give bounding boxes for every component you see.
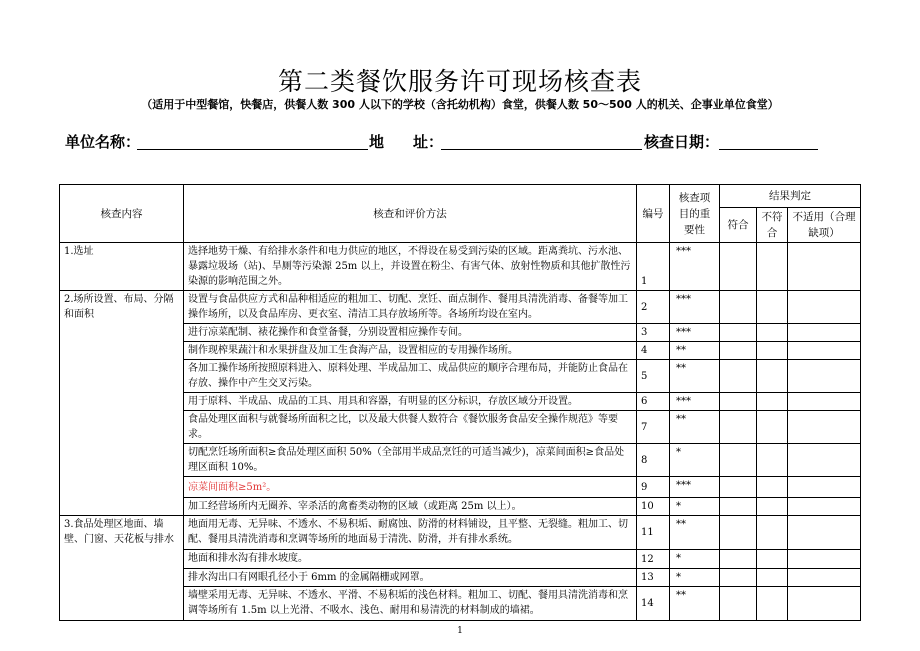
importance-cell: ** [670,342,720,360]
na-cell[interactable] [788,243,861,291]
conform-cell[interactable] [720,444,757,477]
na-cell[interactable] [788,550,861,569]
method-cell: 加工经营场所内无圈养、宰杀活的禽畜类动物的区域（或距离 25m 以上）。 [184,498,637,516]
number-cell: 9 [637,477,670,498]
check-date-field[interactable] [719,149,818,150]
number-cell: 14 [637,587,670,621]
number-cell: 7 [637,411,670,444]
conform-cell[interactable] [720,393,757,411]
nonconform-cell[interactable] [757,477,788,498]
nonconform-cell[interactable] [757,291,788,324]
header-result: 结果判定 [720,185,861,208]
number-cell: 5 [637,360,670,393]
nonconform-cell[interactable] [757,411,788,444]
na-cell[interactable] [788,324,861,342]
conform-cell[interactable] [720,291,757,324]
number-cell: 10 [637,498,670,516]
na-cell[interactable] [788,569,861,587]
method-cell: 选择地势干燥、有给排水条件和电力供应的地区，不得设在易受到污染的区域。距离粪坑、污水池、暴露垃圾场（站)、旱厕等污染源 25m 以上，并设置在粉尘、有害气体、放射性物质和其他扩散性污染源的影响范围之外。 [184,243,637,291]
importance-cell: *** [670,324,720,342]
na-cell[interactable] [788,291,861,324]
importance-cell: *** [670,243,720,291]
conform-cell[interactable] [720,516,757,550]
method-cell: 凉菜间面积≥5m²。 [184,477,637,498]
number-cell: 4 [637,342,670,360]
nonconform-cell[interactable] [757,444,788,477]
content-cell: 2.场所设置、布局、分隔和面积 [60,291,184,516]
nonconform-cell[interactable] [757,342,788,360]
nonconform-cell[interactable] [757,498,788,516]
document-subtitle: （适用于中型餐馆，快餐店，供餐人数 300 人以下的学校（含托幼机构）食堂，供餐人数 50～500 人的机关、企事业单位食堂） [141,98,779,111]
importance-cell: *** [670,477,720,498]
na-cell[interactable] [788,444,861,477]
number-cell: 13 [637,569,670,587]
na-cell[interactable] [788,393,861,411]
method-cell: 地面和排水沟有排水坡度。 [184,550,637,569]
table-row [60,243,861,291]
table-row [60,516,861,550]
header-not-applicable: 不适用（合理缺项） [788,208,861,243]
number-cell: 12 [637,550,670,569]
number-cell: 3 [637,324,670,342]
method-cell: 各加工操作场所按照原料进入、原料处理、半成品加工、成品供应的顺序合理布局，并能防止食品在存放、操作中产生交叉污染。 [184,360,637,393]
importance-cell: * [670,569,720,587]
method-cell: 地面用无毒、无异味、不透水、不易积垢、耐腐蚀、防滑的材料铺设，且平整、无裂缝。粗加工、切配、餐用具清洗消毒和烹调等场所的地面易于清洗、防滑，并有排水系统。 [184,516,637,550]
method-cell: 进行凉菜配制、裱花操作和食堂备餐，分别设置相应操作专间。 [184,324,637,342]
number-cell: 8 [637,444,670,477]
table-row [60,291,861,324]
method-cell: 用于原料、半成品、成品的工具、用具和容器，有明显的区分标识，存放区域分开设置。 [184,393,637,411]
conform-cell[interactable] [720,342,757,360]
nonconform-cell[interactable] [757,360,788,393]
method-cell: 食品处理区面积与就餐场所面积之比，以及最大供餐人数符合《餐饮服务食品安全操作规范》等要求。 [184,411,637,444]
na-cell[interactable] [788,342,861,360]
importance-cell: * [670,498,720,516]
nonconform-cell[interactable] [757,587,788,621]
na-cell[interactable] [788,411,861,444]
address-label-part1: 地 [369,133,385,151]
conform-cell[interactable] [720,587,757,621]
method-cell: 设置与食品供应方式和品种相适应的粗加工、切配、烹饪、面点制作、餐用具清洗消毒、备餐等加工操作场所，以及食品库房、更衣室、清洁工具存放场所等。各场所均设在室内。 [184,291,637,324]
check-date-label: 核查日期： [644,133,720,151]
method-cell: 墙壁采用无毒、无异味、不透水、平滑、不易积垢的浅色材料。粗加工、切配、餐用具清洗消毒和烹调等场所有 1.5m 以上光滑、不吸水、浅色、耐用和易清洗的材料制成的墙裙。 [184,587,637,621]
content-cell: 1.选址 [60,243,184,291]
na-cell[interactable] [788,360,861,393]
nonconform-cell[interactable] [757,324,788,342]
nonconform-cell[interactable] [757,516,788,550]
inspection-table [59,184,861,621]
number-cell: 6 [637,393,670,411]
na-cell[interactable] [788,587,861,621]
importance-cell: ** [670,516,720,550]
header-content: 核查内容 [60,185,184,243]
nonconform-cell[interactable] [757,393,788,411]
address-label-part2: 址： [413,133,444,151]
conform-cell[interactable] [720,360,757,393]
conform-cell[interactable] [720,550,757,569]
header-method: 核查和评价方法 [184,185,637,243]
page-number: 1 [457,626,463,636]
conform-cell[interactable] [720,477,757,498]
importance-cell: * [670,444,720,477]
conform-cell[interactable] [720,243,757,291]
number-cell: 11 [637,516,670,550]
nonconform-cell[interactable] [757,569,788,587]
conform-cell[interactable] [720,569,757,587]
importance-cell: *** [670,291,720,324]
number-cell: 2 [637,291,670,324]
na-cell[interactable] [788,516,861,550]
nonconform-cell[interactable] [757,550,788,569]
header-conform: 符合 [720,208,757,243]
conform-cell[interactable] [720,324,757,342]
method-cell: 排水沟出口有网眼孔径小于 6mm 的金属隔栅或网罩。 [184,569,637,587]
number-cell: 1 [637,243,670,291]
na-cell[interactable] [788,498,861,516]
importance-cell: ** [670,360,720,393]
document-title: 第二类餐饮服务许可现场核查表 [277,67,642,96]
conform-cell[interactable] [720,498,757,516]
importance-cell: * [670,550,720,569]
importance-cell: ** [670,411,720,444]
address-field[interactable] [441,149,642,150]
content-cell: 3.食品处理区地面、墙壁、门窗、天花板与排水 [60,516,184,621]
header-importance: 核查项目的重要性 [670,185,720,243]
method-cell: 切配烹饪场所面积≥食品处理区面积 50%（全部用半成品烹饪的可适当减少)，凉菜间面积≥食品处理区面积 10%。 [184,444,637,477]
unit-name-field[interactable] [137,149,368,150]
importance-cell: *** [670,393,720,411]
unit-name-label: 单位名称： [65,133,141,151]
importance-cell: ** [670,587,720,621]
header-number: 编号 [637,185,670,243]
method-cell: 制作现榨果蔬汁和水果拼盘及加工生食海产品，设置相应的专用操作场所。 [184,342,637,360]
na-cell[interactable] [788,477,861,498]
header-nonconform: 不符合 [757,208,788,243]
conform-cell[interactable] [720,411,757,444]
nonconform-cell[interactable] [757,243,788,291]
